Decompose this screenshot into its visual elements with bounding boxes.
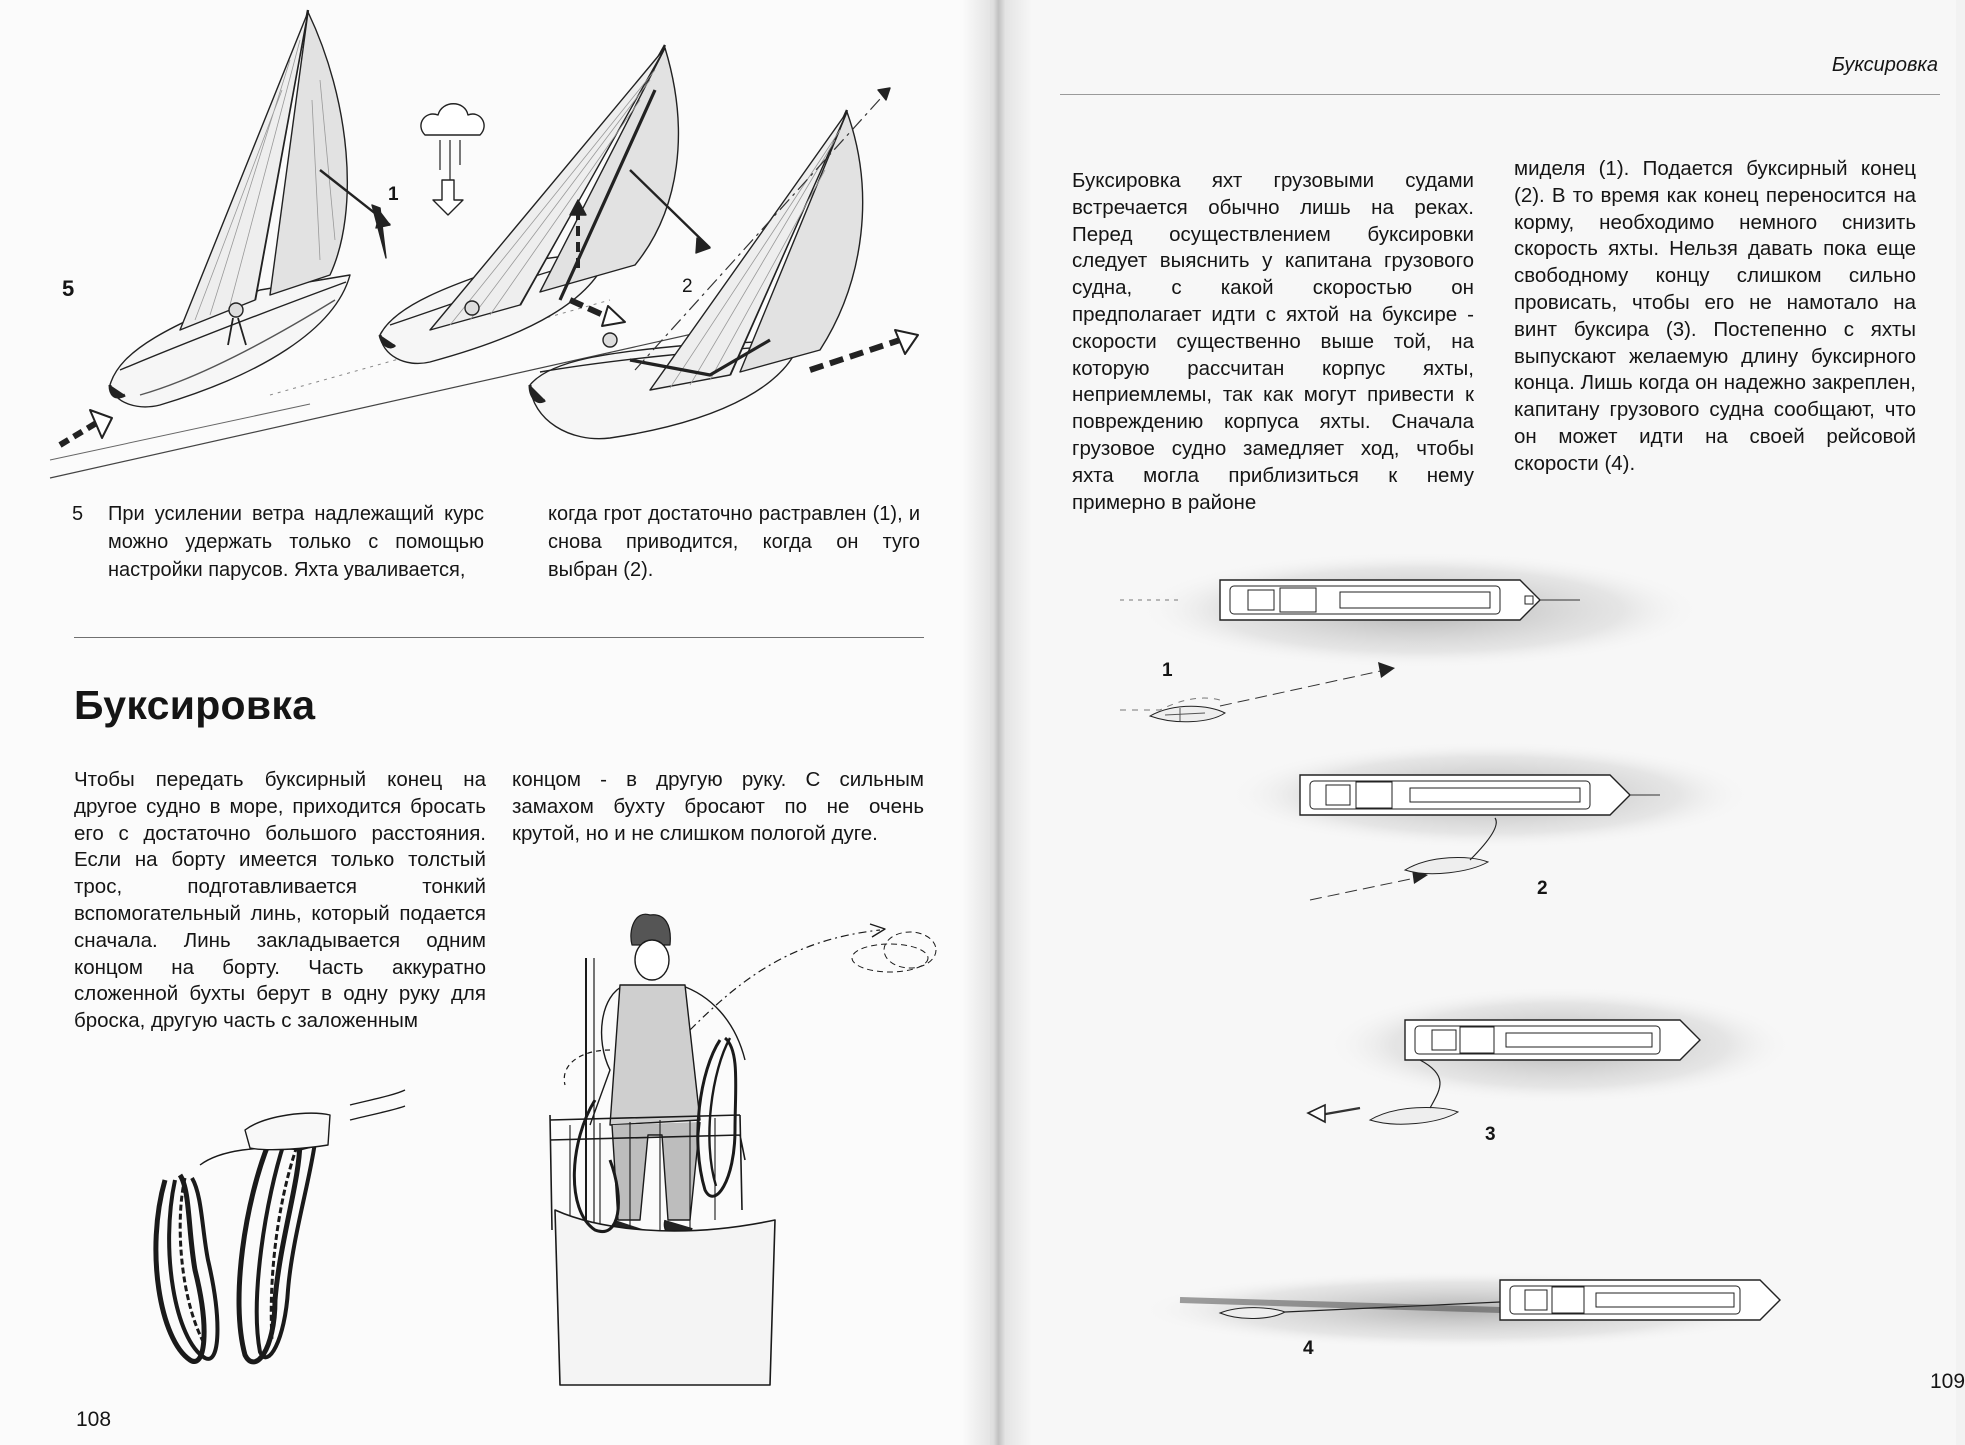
page-number: 108	[76, 1408, 112, 1431]
right-page	[990, 0, 1965, 1445]
figure-caption-col2: когда грот достаточно растравлен (1), и снова приводится, когда он туго выбран (2).	[548, 503, 920, 581]
diagram-label-1: 1	[1162, 660, 1173, 681]
towing-stage-1	[1120, 550, 1710, 722]
towing-stage-4	[1130, 1270, 1790, 1350]
section-divider	[74, 637, 924, 638]
callout-2: 2	[682, 276, 693, 297]
towing-diagram	[1120, 520, 1920, 1400]
figure-number: 5	[62, 276, 75, 301]
towing-stage-2	[1220, 740, 1760, 900]
diagram-label-3: 3	[1485, 1124, 1496, 1145]
diagram-label-4: 4	[1303, 1338, 1314, 1359]
body-column-1: Чтобы передать буксирный конец на другое судно в море, приходится бросать его с достаточно большого расстояния. Если на борту имеется только толстый трос, подготавливается тонкий вспомогательный линь, который подается сначала. Линь закладывается одним концом на борту. Часть аккуратно сложенной бухты берут в одну руку для броска, другую часть с заложенным	[74, 768, 486, 1033]
body-column-2: концом - в другую руку. С сильным замахом бухту бросают по не очень крутой, но и не слишком пологой дуге.	[512, 768, 924, 845]
section-title: Буксировка	[74, 682, 316, 728]
sailing-yachts-illustration	[50, 0, 930, 490]
towing-stage-3	[1308, 985, 1800, 1124]
sailor-throwing-line-illustration	[540, 910, 935, 1385]
callout-1: 1	[388, 184, 399, 205]
diagram-label-2: 2	[1537, 878, 1548, 899]
body-column-2: миделя (1). Подается буксирный конец (2). В то время как конец переносится на корму, необходимо немного снизить скорость яхты. Нельзя давать пока еще свободному концу слишком сильно провисать, чтобы его не намотало на винт буксира (3). Постепенно с яхты выпускают желаемую длину буксирного конца. Лишь когда он надежно закреплен, капитану грузового судна сообщают, что он может идти на своей рейсовой скорости (4).	[1514, 157, 1916, 475]
running-head: Буксировка	[1831, 54, 1938, 76]
header-rule	[1060, 94, 1940, 95]
figure-caption-col1: При усилении ветра надлежащий курс можно удержать только с помощью настройки парусов. Яхта уваливается,	[108, 503, 484, 581]
figure-caption-number: 5	[72, 503, 84, 525]
page-number: 109	[1930, 1370, 1965, 1393]
rope-coil-hands-illustration	[150, 1070, 410, 1370]
body-column-1: Буксировка яхт грузовыми судами встречается обычно лишь на реках. Перед осуществлением буксировки следует выяснить у капитана грузового судна, с какой скоростью он предполагает идти с яхтой на буксире - скорости существенно выше той, на которую рассчитан корпус яхты, неприемлемы, так как могут привести к повреждению корпуса яхты. Сначала грузовое судно замедляет ход, чтобы яхта могла приблизиться к нему примерно в районе	[1072, 169, 1474, 514]
